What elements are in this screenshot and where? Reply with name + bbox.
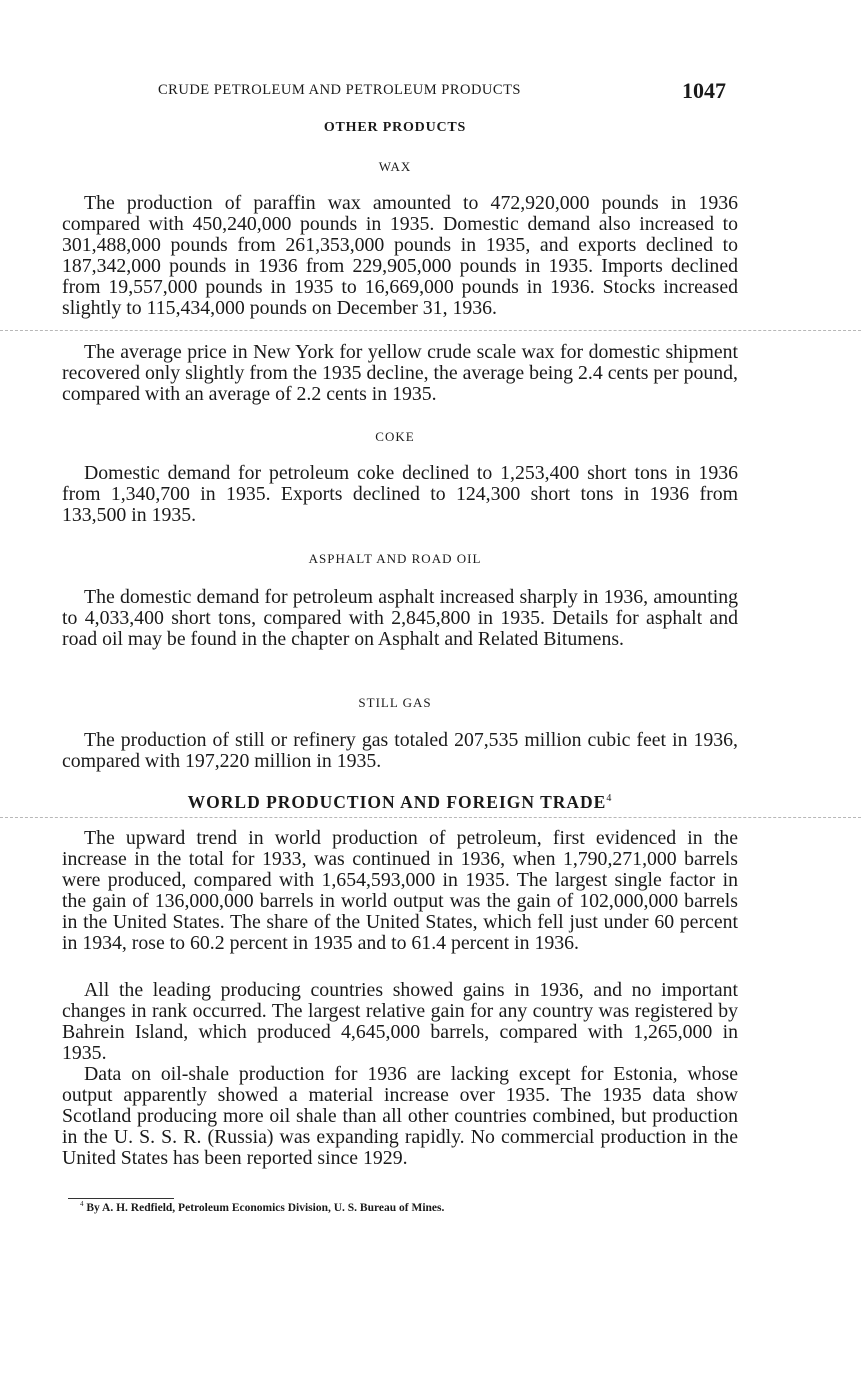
heading-other-products: OTHER PRODUCTS [323,120,467,135]
heading-asphalt: ASPHALT AND ROAD OIL [308,551,482,566]
footnote [80,1200,700,1214]
scan-artifact-line [0,330,861,331]
coke-paragraph: Domestic demand for petroleum coke declined to 1,253,400 short tons in 1936 from 1,340,700 in 1935. Exports declined to 124,300 short tons in 1936 from 133,500 in 1935. [62,462,738,526]
footnote-reference: 4 [606,793,613,805]
footnote-text: By A. H. Redfield, Petroleum Economics Division, U. S. Bureau of Mines. [86,1201,445,1214]
scan-artifact-line [0,817,861,818]
still-gas-paragraph: The production of still or refinery gas totaled 207,535 million cubic feet in 1936, compared with 197,220 million in 1935. [62,729,738,772]
heading-world-production [0,792,800,813]
footnote-marker: 4 [80,1200,84,1208]
heading-coke: COKE [375,429,415,444]
footnote-rule [68,1198,174,1199]
world-paragraph-1: The upward trend in world production of petroleum, first evidenced in the increase in the total for 1933, was continued in 1936, when 1,790,271,000 barrels were produced, compared with 1,654,593,000 in 1935. The largest single factor in the gain of 136,000,000 barrels in world output was the gain of 102,000,000 barrels in the United States. The share of the United States, which fell just under 60 percent in 1934, rose to 60.2 percent in 1935 and to 61.4 percent in 1936. [62,827,738,954]
heading-wax: WAX [378,159,412,174]
running-head [158,78,738,110]
asphalt-paragraph: The domestic demand for petroleum asphalt increased sharply in 1936, amounting to 4,033,400 short tons, compared with 2,845,800 in 1935. Details for asphalt and road oil may be found in the chapter on Asphalt and Related Bitumens. [62,586,738,650]
page-number: 1047 [682,78,726,103]
heading-world-production-text: WORLD PRODUCTION AND FOREIGN TRADE [187,792,607,812]
wax-paragraph-1: The production of paraffin wax amounted to 472,920,000 pounds in 1936 compared with 450,240,000 pounds in 1935. Domestic demand also increased to 301,488,000 pounds from 261,353,000 pounds in 1935, and exports declined to 187,342,000 pounds in 1936 from 229,905,000 pounds in 1935. Imports declined from 19,557,000 pounds in 1935 to 16,669,000 pounds in 1936. Stocks increased slightly to 115,434,000 pounds on December 31, 1936. [62,192,738,319]
running-title: CRUDE PETROLEUM AND PETROLEUM PRODUCTS [158,82,521,98]
world-paragraph-3: Data on oil-shale production for 1936 are lacking except for Estonia, whose output apparently showed a material increase over 1935. The 1935 data show Scotland producing more oil shale than all other countries combined, but production in the U. S. S. R. (Russia) was expanding rapidly. No commercial production in the United States has been reported since 1929. [62,1063,738,1169]
world-paragraph-2: All the leading producing countries showed gains in 1936, and no important changes in rank occurred. The largest relative gain for any country was registered by Bahrein Island, which produced 4,645,000 barrels, compared with 1,265,000 in 1935. [62,979,738,1064]
wax-paragraph-2: The average price in New York for yellow crude scale wax for domestic shipment recovered only slightly from the 1935 decline, the average being 2.4 cents per pound, compared with an average of 2.2 cents in 1935. [62,341,738,405]
heading-still-gas: STILL GAS [358,695,432,710]
